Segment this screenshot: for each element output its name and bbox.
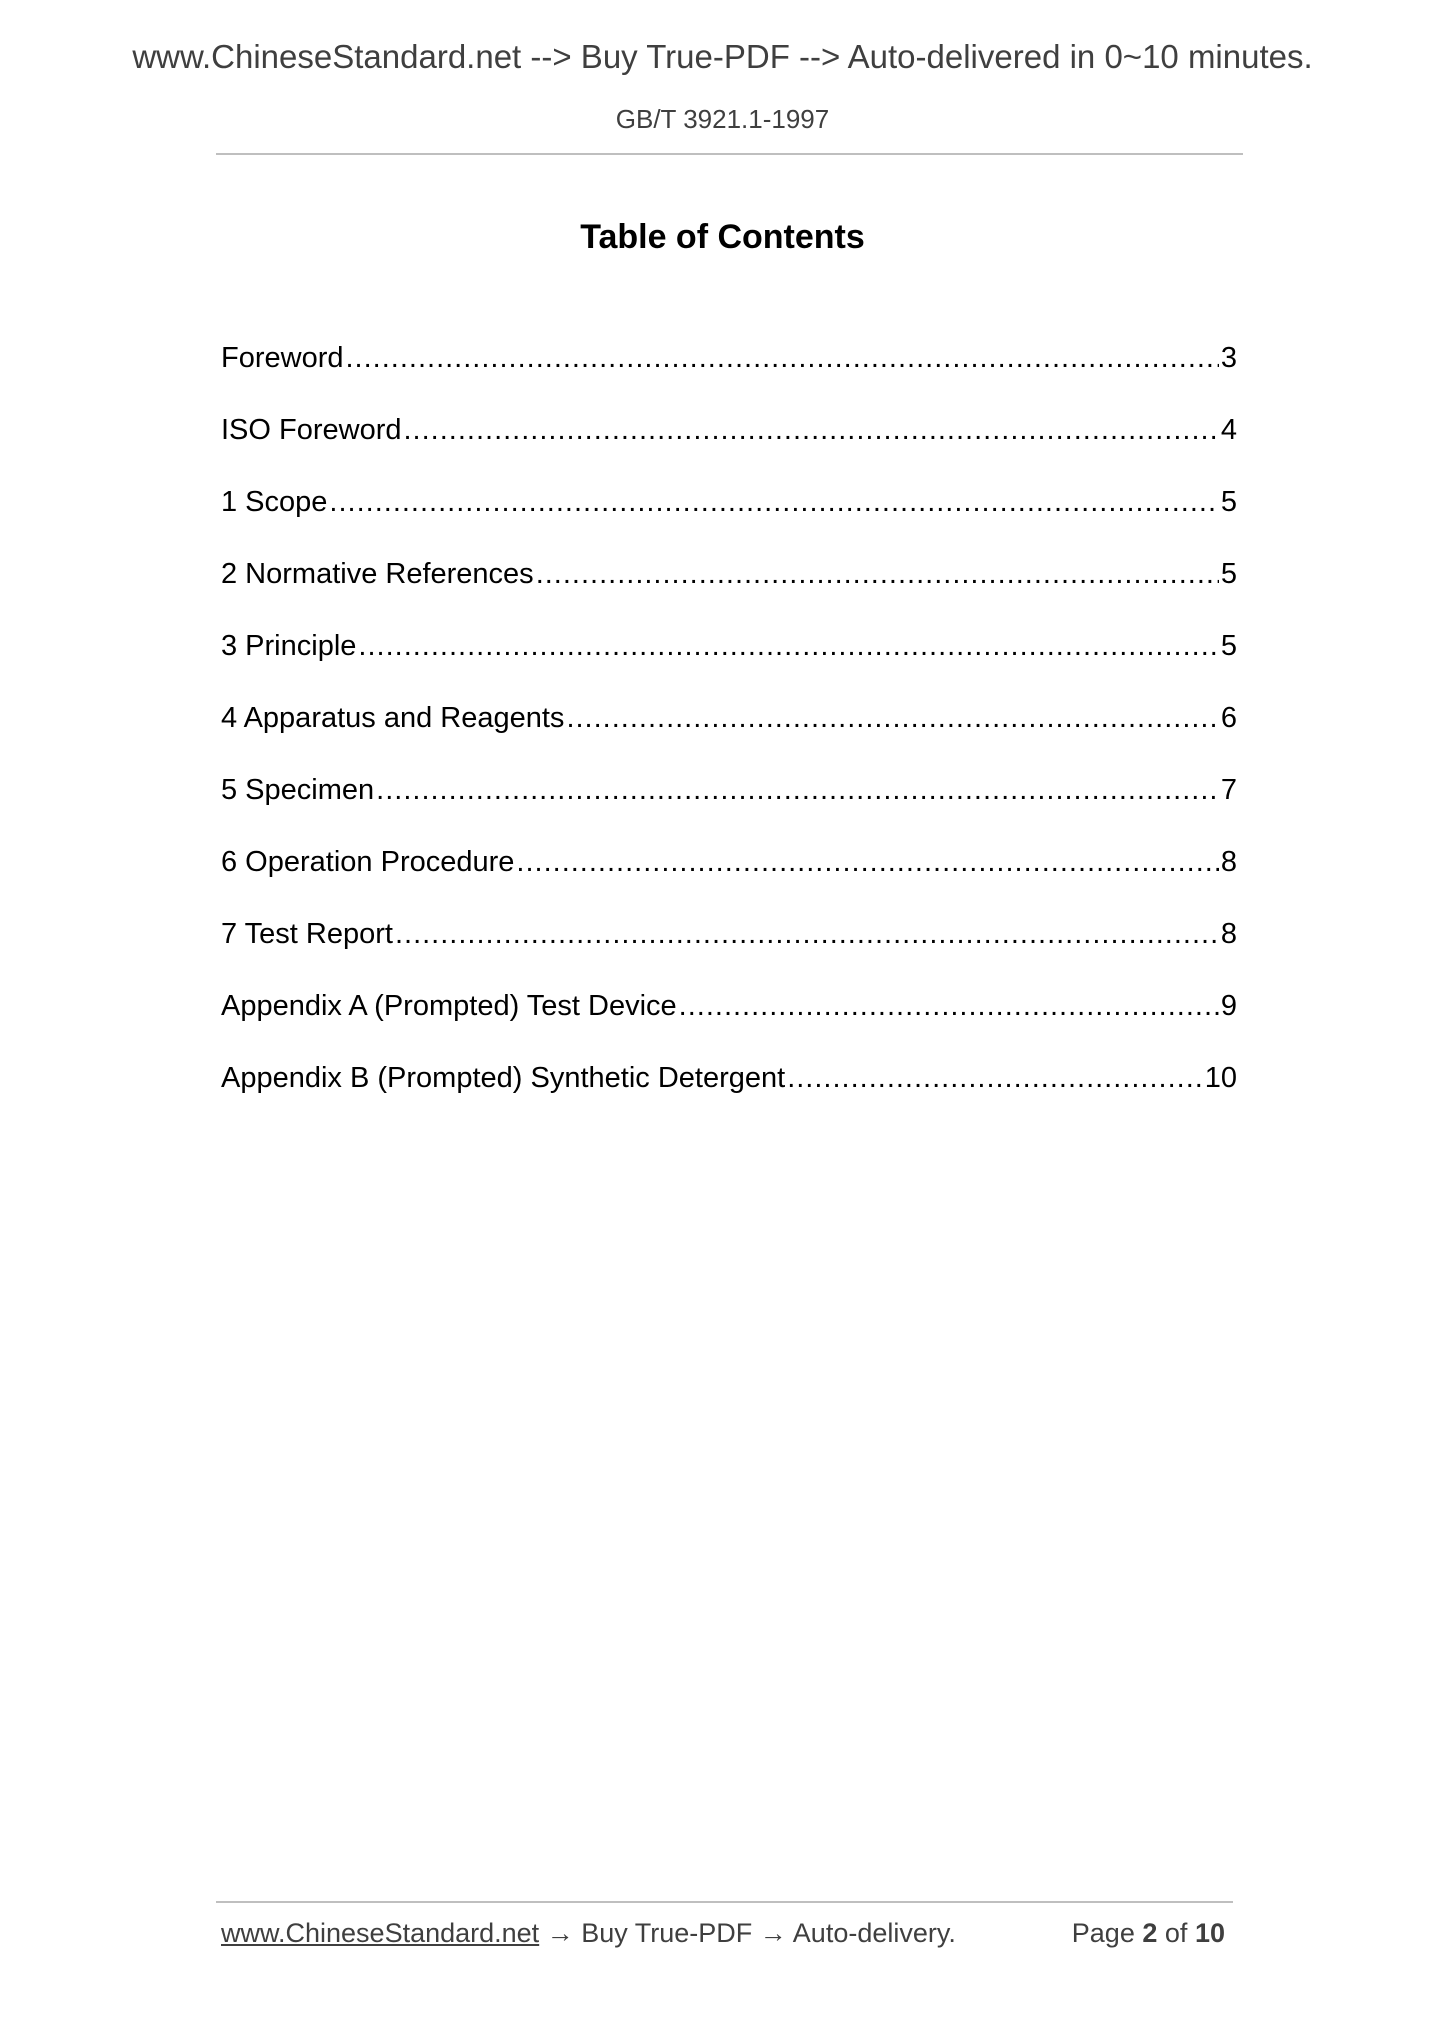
toc-entry-iso-foreword[interactable]: [221, 408, 1237, 480]
dot-leader: [679, 984, 1219, 1028]
document-code: GB/T 3921.1-1997: [615, 104, 830, 134]
dot-leader: [566, 696, 1218, 740]
page-footer: [221, 1918, 1231, 1949]
toc-title: Table of Contents: [580, 218, 865, 256]
footer-site-link[interactable]: www.ChineseStandard.net: [221, 1918, 540, 1948]
toc-entry-label: Foreword: [221, 342, 344, 374]
dot-leader: [358, 624, 1218, 668]
toc-entry-label: 2 Normative References: [221, 558, 534, 590]
toc-entry-label: 7 Test Report: [221, 918, 393, 950]
toc-entry-page: 5: [1220, 558, 1237, 590]
dot-leader: [516, 840, 1218, 884]
toc-entry-foreword[interactable]: [221, 336, 1237, 408]
toc-entry-label: 4 Apparatus and Reagents: [221, 702, 565, 734]
toc-entry-page: 5: [1220, 630, 1237, 662]
footer-buy-text: Buy True-PDF: [581, 1918, 753, 1948]
toc-entry-apparatus-and-reagents[interactable]: [221, 696, 1237, 768]
arrow-right-icon: →: [546, 1918, 574, 1948]
toc-entry-page: 7: [1220, 774, 1237, 806]
of-word: of: [1164, 1918, 1188, 1948]
toc-entry-page: 9: [1220, 990, 1237, 1022]
toc-entry-specimen[interactable]: [221, 768, 1237, 840]
toc-entry-page: 10: [1204, 1062, 1237, 1094]
toc-entry-test-report[interactable]: [221, 912, 1237, 984]
toc-entry-label: ISO Foreword: [221, 414, 402, 446]
toc-entry-label: 3 Principle: [221, 630, 357, 662]
toc-entry-page: 3: [1220, 342, 1237, 374]
toc-entry-principle[interactable]: [221, 624, 1237, 696]
toc-entry-page: 5: [1220, 486, 1237, 518]
header-banner: www.ChineseStandard.net --> Buy True-PDF --> Auto-delivered in 0~10 minutes.: [132, 38, 1313, 75]
toc-entry-page: 6: [1220, 702, 1237, 734]
toc-entry-scope[interactable]: [221, 480, 1237, 552]
page-current: 2: [1142, 1918, 1158, 1948]
toc-entry-label: 6 Operation Procedure: [221, 846, 515, 878]
table-of-contents: [221, 336, 1237, 1128]
toc-entry-normative-references[interactable]: [221, 552, 1237, 624]
toc-entry-appendix-b[interactable]: [221, 1056, 1237, 1128]
footer-divider: [216, 1901, 1233, 1903]
dot-leader: [787, 1056, 1203, 1100]
page-word: Page: [1071, 1918, 1135, 1948]
toc-entry-page: 8: [1220, 846, 1237, 878]
dot-leader: [395, 912, 1219, 956]
page-indicator: [1072, 1918, 1225, 1949]
dot-leader: [376, 768, 1219, 812]
toc-entry-label: Appendix B (Prompted) Synthetic Detergent: [221, 1062, 786, 1094]
dot-leader: [329, 480, 1218, 524]
header-divider: [216, 153, 1243, 155]
arrow-right-icon: →: [759, 1918, 787, 1948]
page-total: 10: [1194, 1918, 1225, 1948]
toc-entry-page: 8: [1220, 918, 1237, 950]
toc-entry-operation-procedure[interactable]: [221, 840, 1237, 912]
toc-entry-appendix-a[interactable]: [221, 984, 1237, 1056]
dot-leader: [346, 336, 1219, 380]
dot-leader: [404, 408, 1219, 452]
dot-leader: [536, 552, 1219, 596]
toc-entry-label: Appendix A (Prompted) Test Device: [221, 990, 677, 1022]
toc-entry-label: 5 Specimen: [221, 774, 375, 806]
toc-entry-page: 4: [1220, 414, 1237, 446]
toc-entry-label: 1 Scope: [221, 486, 328, 518]
footer-delivery-text: Auto-delivery.: [792, 1918, 956, 1948]
